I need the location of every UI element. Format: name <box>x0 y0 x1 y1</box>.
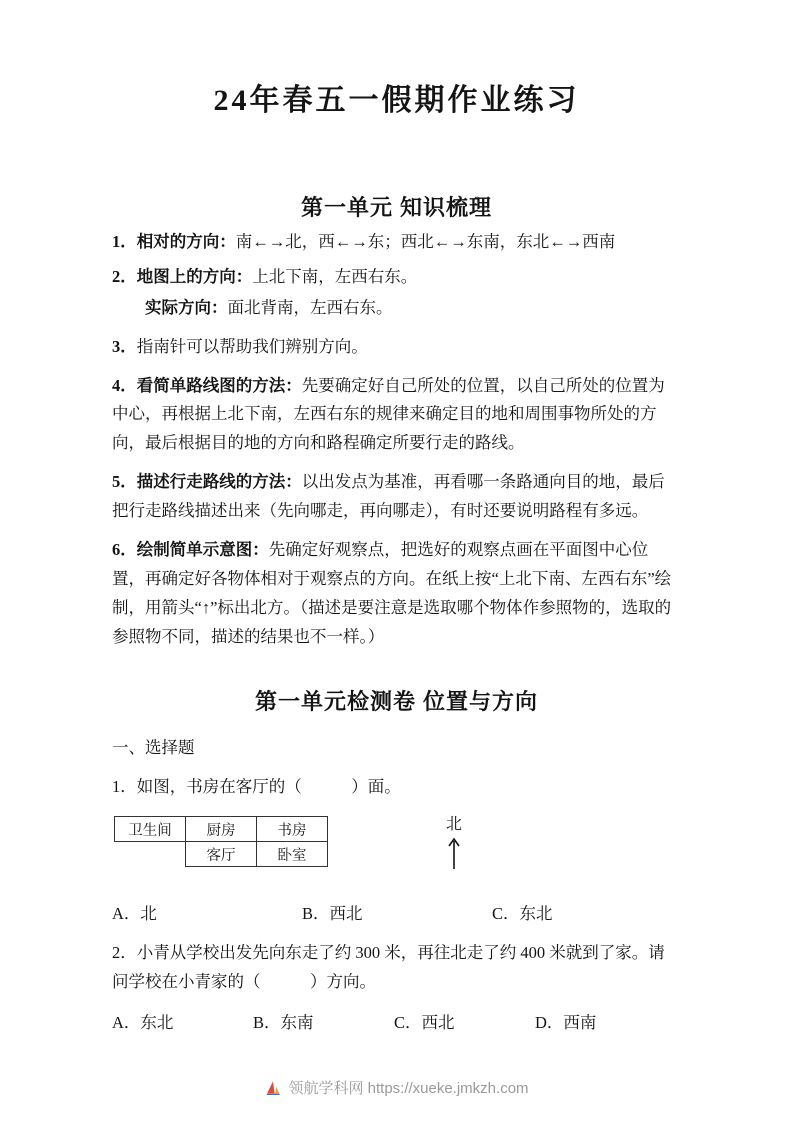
question-2-text: 2．小青从学校出发先向东走了约 300 米，再往北走了约 400 米就到了家。请问学校在小青家的（ ）方向。 <box>112 942 665 992</box>
knowledge-item-2-lead: 2．地图上的方向： <box>112 266 253 286</box>
question-2-options <box>112 1009 681 1033</box>
room-cell-livingroom: 客厅 <box>185 841 257 867</box>
knowledge-item-4-text: 先要确定好自己所处的位置，以自己所处的位置为中心，再根据上北下南，左西右东的规律来确定目的地和周围事物所处的方向，最后根据目的地的方向和路程确定所要行走的路线。 <box>112 375 665 453</box>
site-footer-text: 领航学科网 https://xueke.jmkzh.com <box>288 1080 529 1097</box>
knowledge-item-5-text: 以出发点为基准，再看哪一条路通向目的地，最后把行走路线描述出来（先向哪走，再向哪走），有时还要说明路程有多远。 <box>112 472 665 520</box>
part1-label: 一、选择题 <box>112 738 195 758</box>
knowledge-item-5-lead: 5．描述行走路线的方法： <box>112 472 302 492</box>
knowledge-item-3 <box>112 333 681 362</box>
q1-option-b: B．西北 <box>302 903 363 923</box>
knowledge-item-2 <box>112 263 681 292</box>
room-cell-bathroom: 卫生间 <box>114 816 186 842</box>
compass-north-label: 北 <box>446 816 463 834</box>
knowledge-item-6 <box>112 536 681 652</box>
knowledge-item-6-lead: 6．绘制简单示意图： <box>112 539 269 559</box>
knowledge-item-2-sub-text: 面北背南，左西右东。 <box>227 297 393 317</box>
knowledge-item-2-text: 上北下南，左西右东。 <box>252 266 418 286</box>
site-footer <box>0 1077 793 1098</box>
compass <box>446 816 462 870</box>
knowledge-item-1-lead: 1．相对的方向： <box>112 232 236 251</box>
site-logo-icon <box>264 1079 282 1097</box>
room-cell-kitchen: 厨房 <box>185 816 257 842</box>
section1-heading: 第一单元 知识梳理 <box>300 195 493 220</box>
rooms-table-row-1 <box>114 816 328 842</box>
q2-option-b: B．东南 <box>253 1013 314 1033</box>
knowledge-item-2-sub <box>145 294 681 323</box>
q2-option-d: D．西南 <box>535 1013 597 1033</box>
knowledge-item-3-text: 指南针可以帮助我们辨别方向。 <box>136 336 368 356</box>
rooms-table <box>114 816 328 867</box>
knowledge-item-4-lead: 4．看简单路线图的方法： <box>112 375 302 395</box>
knowledge-item-1 <box>112 228 681 257</box>
north-arrow-icon <box>447 836 461 870</box>
question-1-figure <box>114 816 681 870</box>
knowledge-item-4 <box>112 372 681 459</box>
section2-heading: 第一单元检测卷 位置与方向 <box>254 689 539 715</box>
q2-option-c: C．西北 <box>394 1013 455 1033</box>
knowledge-item-1-text: 南←→北，西←→东；西北←→东南，东北←→西南 <box>235 232 616 251</box>
room-cell-bedroom: 卧室 <box>256 841 328 867</box>
q1-option-c: C．东北 <box>492 903 553 923</box>
knowledge-item-5 <box>112 468 681 526</box>
room-cell-study: 书房 <box>256 816 328 842</box>
knowledge-item-6-text: 先确定好观察点，把选好的观察点画在平面图中心位置，再确定好各物体相对于观察点的方向。在纸上按“上北下南、左西右东”绘制，用箭头“↑”标出北方。（描述是要注意是选取哪个物体作参照物的，选取的参照物不同，描述的结果也不一样。） <box>112 539 672 646</box>
q1-option-a: A．北 <box>112 903 157 923</box>
question-1-options <box>112 900 681 924</box>
page-title: 24年春五一假期作业练习 <box>213 84 580 117</box>
rooms-table-row-2 <box>185 841 328 867</box>
q2-option-a: A．东北 <box>112 1013 174 1033</box>
knowledge-item-2-sub-lead: 实际方向： <box>145 297 228 317</box>
question-1-text: 1．如图，书房在客厅的（ ）面。 <box>112 777 401 797</box>
knowledge-item-3-lead: 3． <box>112 336 137 356</box>
